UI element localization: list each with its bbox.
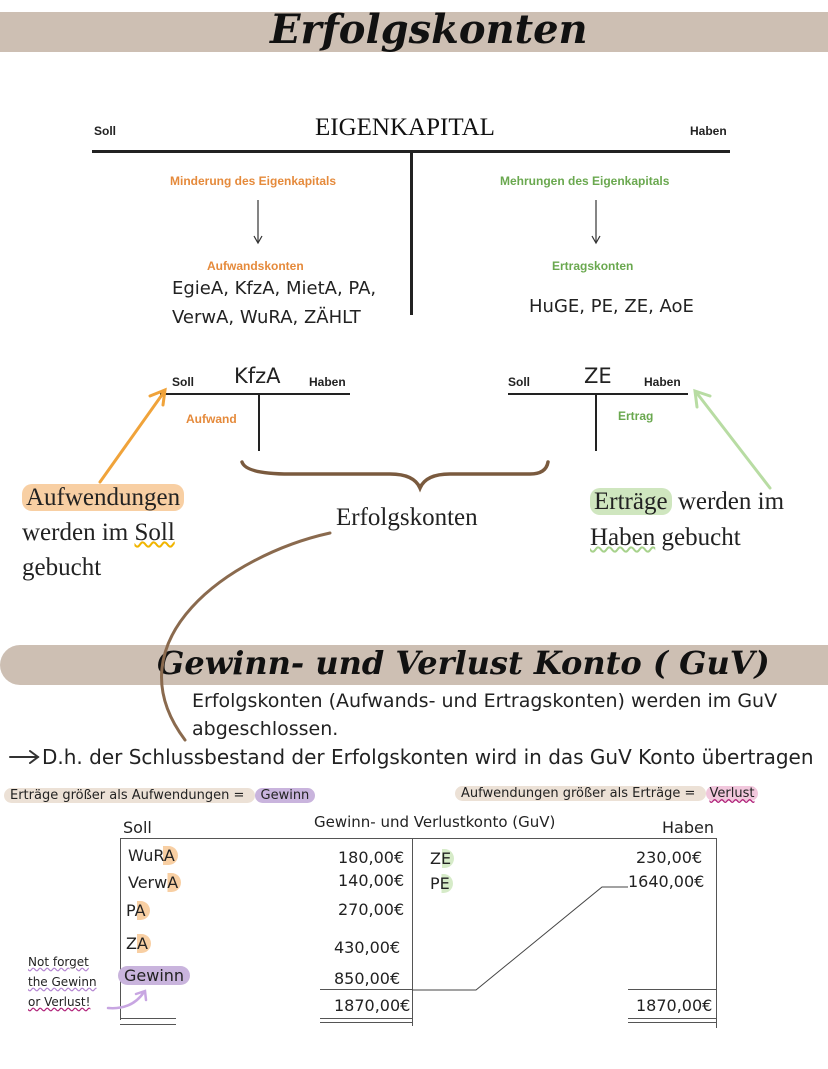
note-left-line1: Aufwendungen [22,484,184,511]
guv-right-total: 1870,00€ [636,996,713,1015]
guv-left-label: WuRA [128,846,178,865]
guv-section-title: Gewinn- und Verlust Konto ( GuV) [157,644,770,682]
arrow-down-icon [592,200,600,243]
right-subheading: Ertragskonten [552,259,634,273]
guv-right-label: ZE [430,849,454,868]
aufwandskonten-list-line2: VerwA, WuRA, ZÄHLT [172,307,361,328]
note-left-line2b: Soll [134,519,175,546]
ze-soll: Soll [508,375,531,389]
brace [242,462,548,488]
reminder-line1: Not forget [28,955,89,969]
eigenkapital-haben: Haben [690,124,727,138]
guv-left-label: Gewinn [118,966,190,985]
guv-left-label: ZA [126,934,151,953]
note-right-line2a: Haben [590,524,656,551]
guv-left-amount: 430,00€ [334,938,401,957]
page-title: Erfolgskonten [270,6,588,53]
brace-label: Erfolgskonten [336,504,478,531]
rule-right-text: Aufwendungen größer als Erträge = [455,786,706,801]
ze-entry: Ertrag [618,409,654,423]
kfza-entry: Aufwand [186,412,237,426]
connector-line [412,887,628,990]
note-right-line1a: Erträge [590,488,672,515]
guv-left-amount: 850,00€ [334,969,401,988]
kfza-haben: Haben [309,375,346,389]
note-left-line3: gebucht [22,554,102,581]
reminder-line2: the Gewinn [28,975,97,989]
ze-haben: Haben [644,375,681,389]
arrow-up-left-icon [695,391,770,488]
note-left-line2a: werden im [22,519,135,546]
guv-right-label: PE [430,874,453,893]
kfza-title: KfzA [234,364,281,388]
arrow-up-right-icon [100,390,165,482]
kfza-soll: Soll [172,375,195,389]
guv-left-amount: 180,00€ [338,848,405,867]
rule-left-result: Gewinn [255,788,316,803]
right-heading: Mehrungen des Eigenkapitals [500,174,670,188]
note-right-line1b: werden im [671,488,785,515]
eigenkapital-title: EIGENKAPITAL [315,114,495,141]
connector-curve [162,533,330,740]
arrow-right-icon [10,751,38,763]
arrow-down-icon [254,200,262,243]
arrow-up-right-icon [108,991,146,1008]
guv-soll: Soll [123,818,152,837]
guv-arrow-text: D.h. der Schlussbestand der Erfolgskonten wird in das GuV Konto übertragen [42,745,814,769]
rule-left-text: Erträge größer als Aufwendungen = [4,788,255,803]
guv-right-amount: 230,00€ [636,848,703,867]
guv-right-amount: 1640,00€ [628,872,705,891]
ze-title: ZE [584,364,612,388]
eigenkapital-soll: Soll [94,124,117,138]
reminder-line3: or Verlust! [28,995,91,1009]
guv-left-label: VerwA [128,873,181,892]
guv-desc-line2: abgeschlossen. [192,718,339,740]
guv-title: Gewinn- und Verlustkonto (GuV) [314,813,556,831]
guv-left-total: 1870,00€ [334,996,411,1015]
note-right-line2b: gebucht [655,524,741,551]
rule-right-result: Verlust [706,786,759,801]
guv-haben: Haben [662,818,714,837]
guv-left-label: PA [126,901,150,920]
aufwandskonten-list-line1: EgieA, KfzA, MietA, PA, [172,278,377,299]
guv-left-amount: 270,00€ [338,900,405,919]
ertragskonten-list: HuGE, PE, ZE, AoE [529,296,694,317]
guv-desc-line1: Erfolgskonten (Aufwands- und Ertragskonten) werden im GuV [192,690,778,712]
left-heading: Minderung des Eigenkapitals [170,174,337,188]
left-subheading: Aufwandskonten [207,259,304,273]
guv-left-amount: 140,00€ [338,871,405,890]
